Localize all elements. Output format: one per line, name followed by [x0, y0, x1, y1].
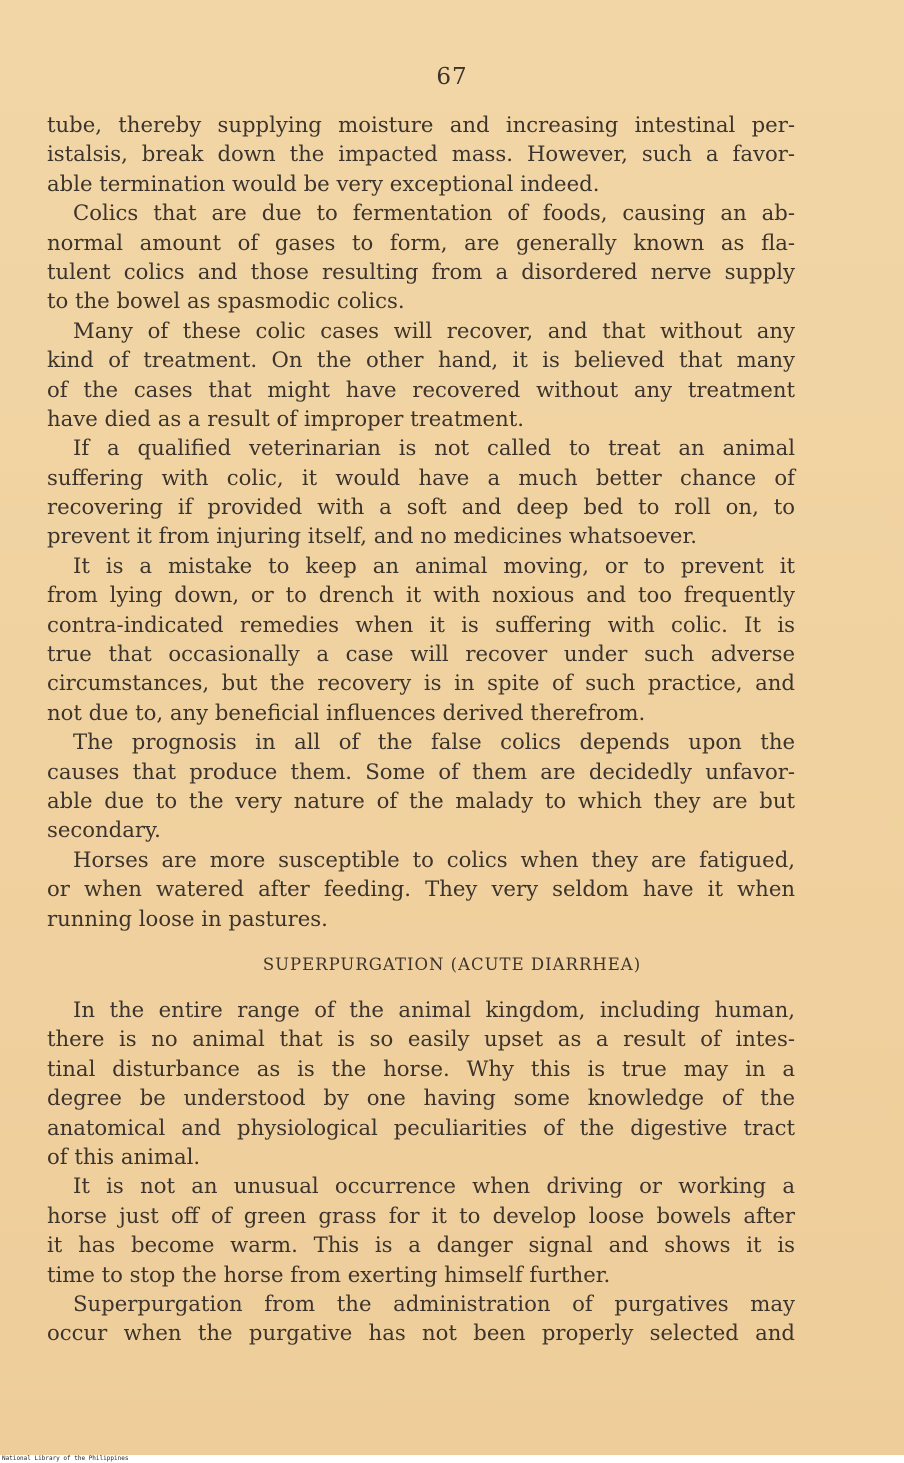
text-line: Many of these colic cases will recover, and that without any: [73, 317, 795, 343]
paragraph: [47, 727, 795, 845]
text-line: to the bowel as spasmodic colics.: [47, 288, 405, 314]
text-line: horse just off of green grass for it to develop loose bowels after: [47, 1202, 795, 1228]
text-line: kind of treatment. On the other hand, it is believed that many: [47, 347, 795, 373]
paragraph: [47, 198, 795, 316]
text-line: or when watered after feeding. They very seldom have it when: [47, 876, 795, 902]
text-line: It is a mistake to keep an animal moving, or to prevent it: [73, 552, 795, 578]
text-line: anatomical and physiological peculiarities of the digestive tract: [47, 1114, 795, 1140]
text-line: In the entire range of the animal kingdom, including human,: [73, 997, 795, 1022]
paragraph: [47, 110, 795, 198]
text-line: have died as a result of improper treatment.: [47, 405, 524, 431]
text-line: tulent colics and those resulting from a disordered nerve supply: [47, 258, 795, 284]
text-line: from lying down, or to drench it with noxious and too frequently: [47, 582, 795, 608]
text-line: If a qualified veterinarian is not called to treat an animal: [73, 435, 795, 461]
paragraph: [47, 1171, 795, 1289]
body-text-section-2: [47, 995, 795, 1348]
text-line: contra-indicated remedies when it is suffering with colic. It is: [47, 611, 795, 637]
text-line: circumstances, but the recovery is in spite of such practice, and: [47, 670, 795, 696]
text-line: Colics that are due to fermentation of foods, causing an ab-: [73, 200, 795, 226]
text-line: Superpurgation from the administration of purgatives may: [73, 1290, 795, 1316]
text-line: degree be understood by one having some knowledge of the: [47, 1085, 795, 1111]
text-line: it has become warm. This is a danger signal and shows it is: [47, 1232, 795, 1258]
text-line: Horses are more susceptible to colics when they are fatigued,: [73, 846, 795, 872]
paragraph: [47, 845, 795, 933]
text-line: occur when the purgative has not been properly selected and: [47, 1320, 795, 1346]
text-line: running loose in pastures.: [47, 905, 328, 931]
section-heading: SUPERPURGATION (ACUTE DIARRHEA): [262, 955, 642, 974]
text-line: of this animal.: [47, 1143, 201, 1169]
text-line: secondary.: [47, 817, 161, 843]
text-line: prevent it from injuring itself, and no medicines whatsoever.: [47, 523, 697, 549]
library-credit: National Library of the Philippines: [2, 1455, 129, 1462]
text-line: suffering with colic, it would have a much better chance of: [47, 464, 795, 490]
footer-bar: [0, 1455, 904, 1463]
paragraph: [47, 995, 795, 1171]
text-line: causes that produce them. Some of them are decidedly unfavor-: [47, 758, 795, 784]
body-text-section-1: [47, 110, 795, 933]
text-line: istalsis, break down the impacted mass. However, such a favor-: [47, 141, 795, 167]
text-line: true that occasionally a case will recover under such adverse: [47, 641, 795, 667]
text-line: there is no animal that is so easily upset as a result of intes-: [47, 1026, 795, 1052]
text-line: tube, thereby supplying moisture and increasing intestinal per-: [47, 112, 795, 137]
text-line: normal amount of gases to form, are generally known as fla-: [47, 229, 795, 255]
paragraph: [47, 551, 795, 727]
paragraph: [47, 433, 795, 551]
text-line: able termination would be very exceptional indeed.: [47, 170, 600, 196]
text-line: of the cases that might have recovered without any treatment: [47, 376, 795, 402]
text-line: tinal disturbance as is the horse. Why this is true may in a: [47, 1055, 795, 1081]
text-line: time to stop the horse from exerting himself further.: [47, 1261, 611, 1287]
paragraph: [47, 1289, 795, 1348]
text-line: It is not an unusual occurrence when driving or working a: [73, 1173, 795, 1199]
page-number: 67: [436, 64, 468, 90]
text-line: able due to the very nature of the malady to which they are but: [47, 787, 795, 813]
text-line: The prognosis in all of the false colics depends upon the: [73, 729, 795, 755]
paragraph: [47, 316, 795, 434]
text-line: not due to, any beneficial influences derived therefrom.: [47, 699, 646, 725]
text-line: recovering if provided with a soft and deep bed to roll on, to: [47, 494, 795, 520]
